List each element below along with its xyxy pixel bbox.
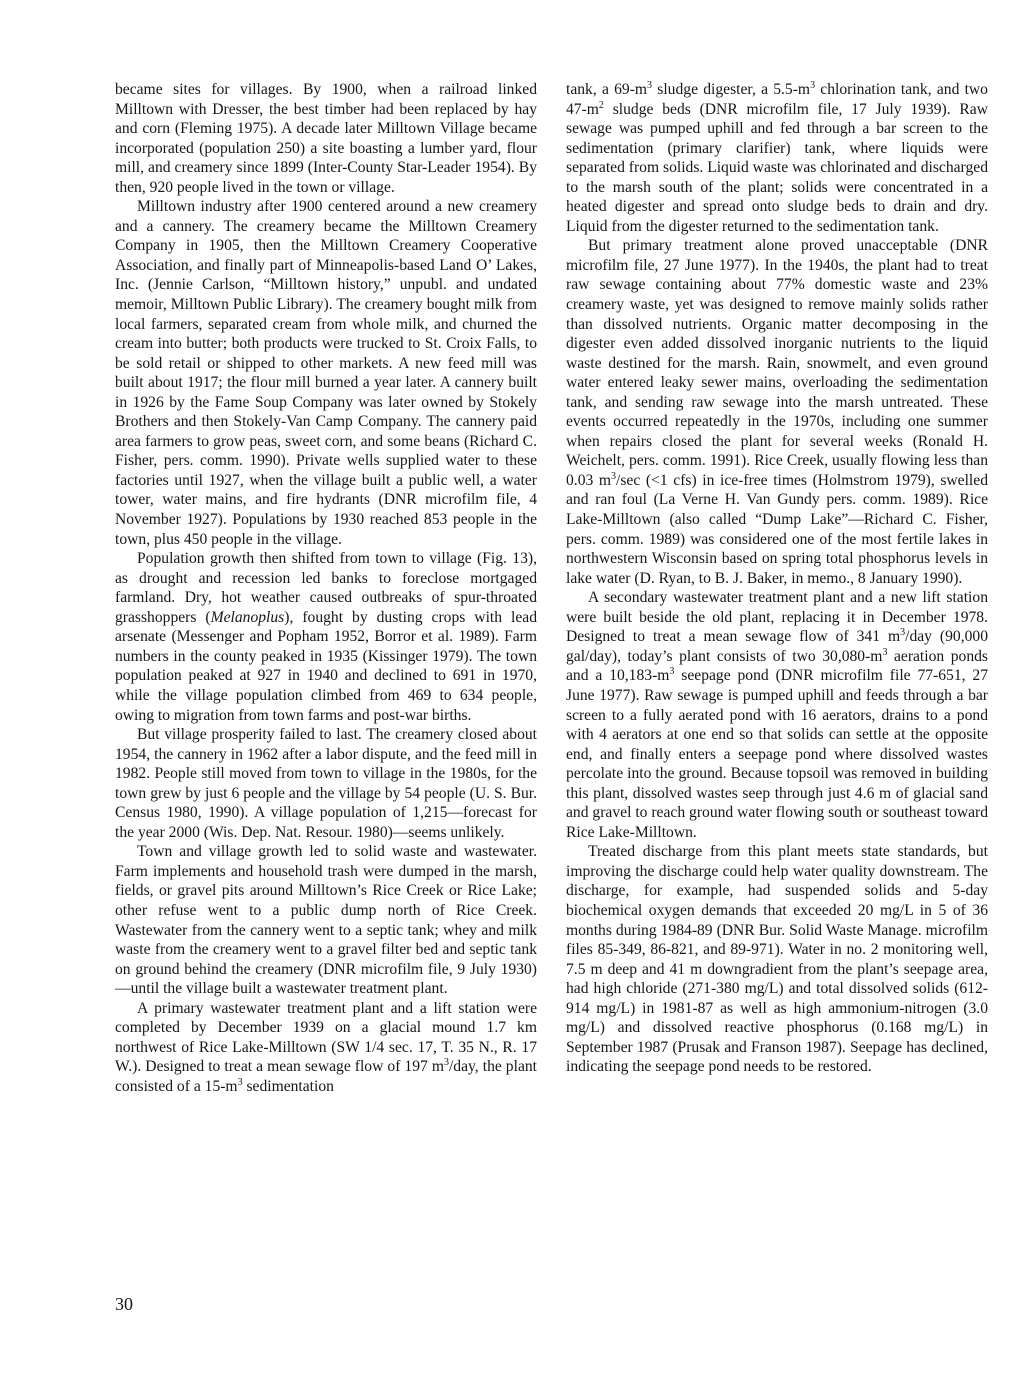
page-number: 30 — [115, 1294, 133, 1314]
paragraph: A primary wastewater treatment plant and a lift station were completed by December 1939 on a glacial mound 1.7 km northwest of Rice Lake-Milltown (SW 1/4 sec. 17, T. 35 N., R. 17 W.). Designed to treat a mean sewage flow of 197 $m^3$/day, the plant consisted of a $15-m^3$ sedimentation — [115, 999, 537, 1095]
paragraph: But primary treatment alone proved unacceptable (DNR microfilm file, 27 June 1977). In the 1940s, the plant had to treat raw sewage containing about 77% domestic waste and 23% creamery waste, yet was designed to remove mainly solids rather than dissolved nutrients. Organic matter decomposing in the digester even added dissolved inorganic nutrients to the liquid waste destined for the marsh. Rain, snowmelt, and even ground water entered leaky sewer mains, overloading the sedimentation tank, and sending raw sewage into the marsh untreated. These events occurred repeatedly in the 1970s, including one summer when repairs closed the plant for several weeks (Ronald H. Weichelt, pers. comm. 1991). Rice Creek, usually flowing less than 0.03 $m^3/\sec$ (<1 cfs) in ice-free times (Holmstrom 1979), swelled and ran foul (La Verne H. Van Gundy pers. comm. 1989). Rice Lake-Milltown (also called “Dump Lake”—Richard C. Fisher, pers. comm. 1989) was considered one of the most fertile lakes in northwestern Wisconsin based on spring total phosphorus levels in lake water (D. Ryan, to B. J. Baker, in memo., 8 January 1990). — [566, 237, 988, 587]
paragraph: Population growth then shifted from town to village (Fig. 13), as drought and recession led banks to foreclose mortgaged farmland. Dry, hot weather caused outbreaks of spur-throated grasshoppers (Melanoplus), fought by dusting crops with lead arsenate (Messenger and Popham 1952, Borror et al. 1989). Farm numbers in the county peaked in 1935 (Kissinger 1979). The town population peaked at 927 in 1940 and declined to 691 in 1970, while the village population climbed from 469 to 634 people, owing to migration from town farms and post-war births. — [115, 550, 537, 724]
paragraph: But village prosperity failed to last. The creamery closed about 1954, the cannery in 1962 after a labor dispute, and the feed mill in 1982. People still moved from town to village in the 1980s, for the town grew by just 6 people and the village by 54 people (U. S. Bur. Census 1980, 1990). A village population of 1,215—forecast for the year 2000 (Wis. Dep. Nat. Resour. 1980)—seems unlikely. — [115, 726, 537, 841]
left-column — [115, 80, 537, 1096]
paragraph: Town and village growth led to solid waste and wastewater. Farm implements and household trash were dumped in the marsh, fields, or gravel pits around Milltown’s Rice Creek or Rice Lake; other refuse went to a public dump north of Rice Creek. Wastewater from the cannery went to a septic tank; whey and milk waste from the creamery went to a gravel filter bed and septic tank on ground behind the creamery (DNR microfilm file, 9 July 1930)—until the village built a wastewater treatment plant. — [115, 843, 537, 998]
right-column — [566, 80, 988, 1077]
paragraph: A secondary wastewater treatment plant and a new lift station were built beside the old plant, replacing it in December 1978. Designed to treat a mean sewage flow of 341 $m^3$/day (90,000 gal/day), today’s plant consists of two $30,080-m^3$ aeration ponds and a $10,183-m^3$ seepage pond (DNR microfilm file 77-651, 27 June 1977). Raw sewage is pumped uphill and feeds through a bar screen to a fully aerated pond with 16 aerators, drains to a pond with 4 aerators at one end so that solids can settle at the opposite end, and finally enters a seepage pond where dissolved wastes percolate into the ground. Because topsoil was removed in building this plant, dissolved wastes seep through just 4.6 m of glacial sand and gravel to reach ground water flowing south or southeast toward Rice Lake-Milltown. — [566, 589, 988, 841]
paragraph: Milltown industry after 1900 centered around a new creamery and a cannery. The creamery became the Milltown Creamery Company in 1905, then the Milltown Creamery Cooperative Association, and finally part of Minneapolis-based Land O’ Lakes, Inc. (Jennie Carlson, “Milltown history,” unpubl. and undated memoir, Milltown Public Library). The creamery bought milk from local farmers, separated cream from whole milk, and churned the cream into butter; both products were trucked to St. Croix Falls, to be sold retail or shipped to other markets. A new feed mill was built about 1917; the flour mill burned a year later. A cannery built in 1926 by the Fame Soup Company was later owned by Stokely Brothers and then Stokely-Van Camp Company. The cannery paid area farmers to grow peas, sweet corn, and some beans (Richard C. Fisher, pers. comm. 1990). Private wells supplied water to these factories until 1927, when the village built a public well, a water tower, water mains, and fire hydrants (DNR microfilm file, 4 November 1927). Populations by 1930 reached 853 people in the town, plus 450 people in the village. — [115, 198, 537, 548]
paragraph: Treated discharge from this plant meets state standards, but improving the discharge could help water quality downstream. The discharge, for example, had suspended solids and 5-day biochemical oxygen demands that exceeded 20 mg/L in 5 of 36 months during 1984-89 (DNR Bur. Solid Waste Manage. microfilm files 85-349, 86-821, and 89-971). Water in no. 2 monitoring well, 7.5 m deep and 41 m downgradient from the plant’s seepage area, had high chloride (271-380 mg/L) and total dissolved solids (612-914 mg/L) in 1981-87 as well as high ammonium-nitrogen (3.0 mg/L) and dissolved reactive phosphorus (0.168 mg/L) in September 1987 (Prusak and Franson 1987). Seepage has declined, indicating the seepage pond needs to be restored. — [566, 843, 988, 1076]
paragraph: became sites for villages. By 1900, when a railroad linked Milltown with Dresser, the best timber had been replaced by hay and corn (Fleming 1975). A decade later Milltown Village became incorporated (population 250) a site boasting a lumber yard, flour mill, and creamery since 1899 (Inter-County Star-Leader 1954). By then, 920 people lived in the town or village. — [115, 81, 537, 196]
paragraph: tank, a $69-m^3$ sludge digester, a $5.5-m^3$ chlorination tank, and two $47-m^2$ sludge beds (DNR microfilm file, 17 July 1939). Raw sewage was pumped uphill and fed through a bar screen to the sedimentation (primary clarifier) tank, where liquids were separated from solids. Liquid waste was chlorinated and discharged to the marsh south of the plant; solids were concentrated in a heated digester and spread onto sludge beds to drain and dry. Liquid from the digester returned to the sedimentation tank. — [566, 79, 988, 235]
